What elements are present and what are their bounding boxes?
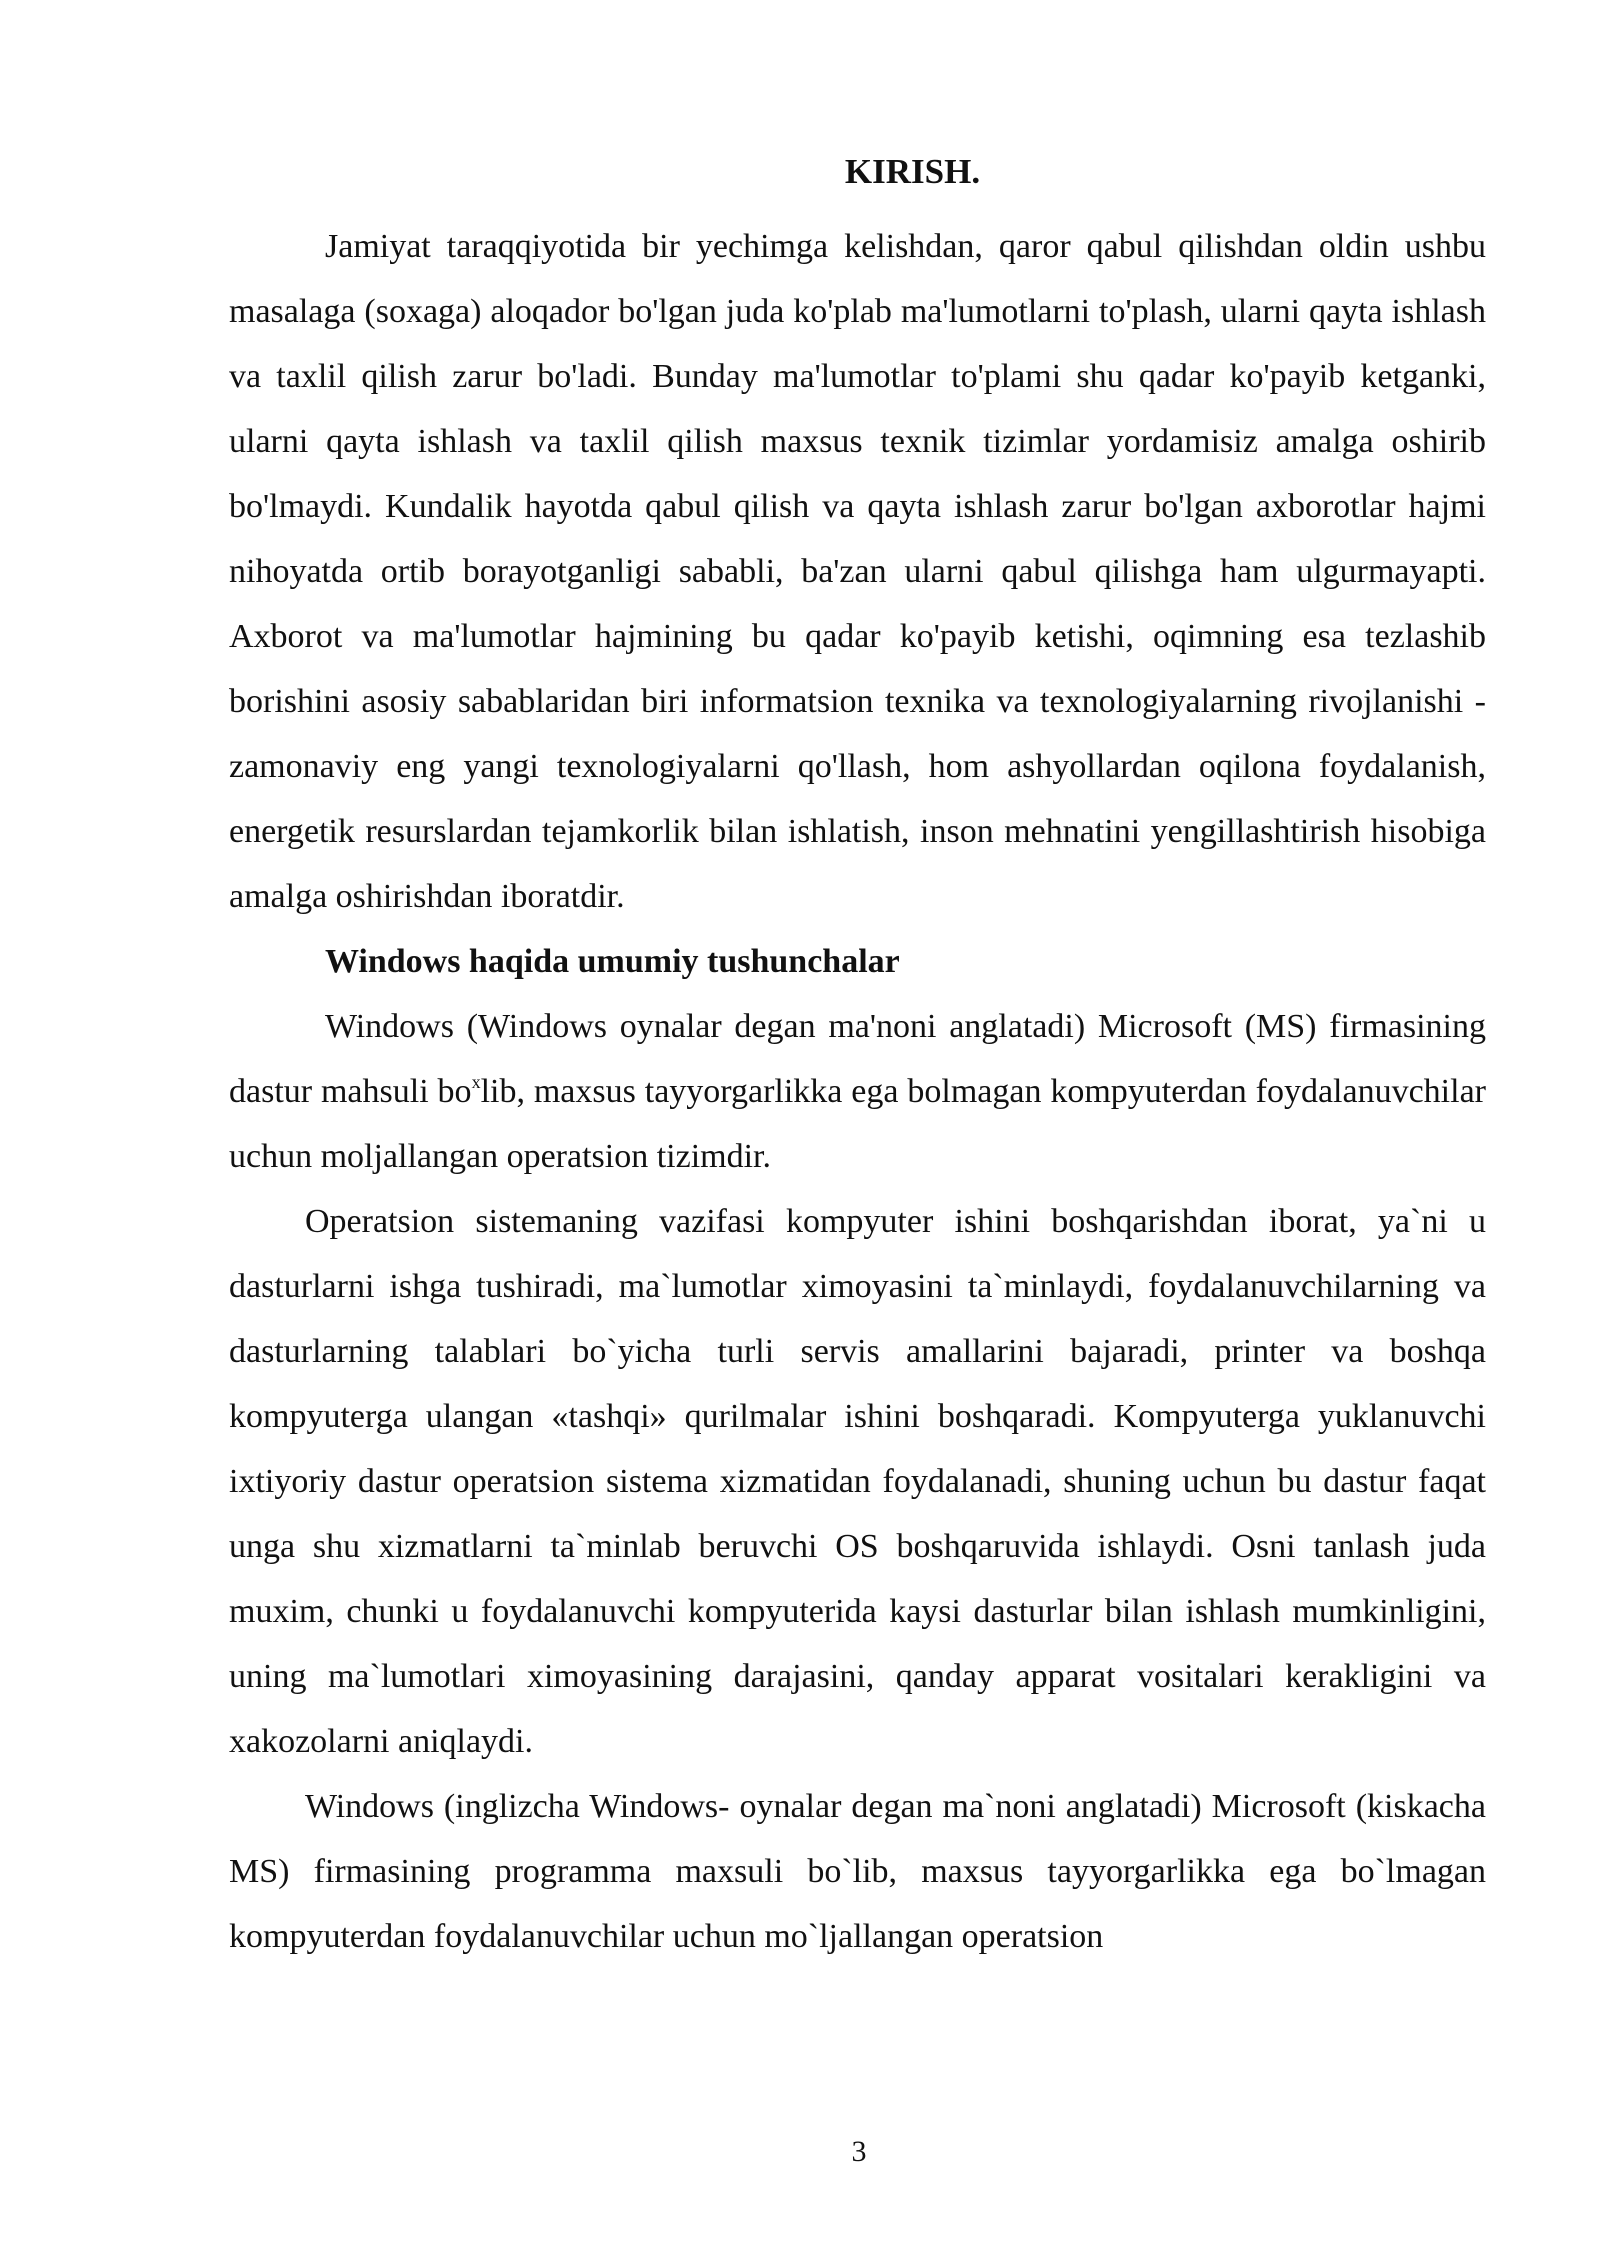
page-title: KIRISH. bbox=[844, 152, 981, 191]
windows-definition-paragraph bbox=[229, 994, 1486, 1189]
windows-definition-text-end: lib, maxsus tayyorgarlikka ega bolmagan kompyuterdan foydalanuvchilar uchun moljallangan operatsion tizimdir. bbox=[229, 1073, 1486, 1175]
windows-english-paragraph: Windows (inglizcha Windows- oynalar degan ma`noni anglatadi) Microsoft (kiskacha MS) firmasining programma maxsuli bo`lib, maxsus tayyorgarlikka ega bo`lmagan kompyuterdan foydalanuvchilar uchun mo`ljallangan operatsion bbox=[229, 1788, 1486, 1955]
document-page bbox=[229, 150, 1486, 1969]
superscript-mark: x bbox=[471, 1072, 481, 1092]
section-heading: Windows haqida umumiy tushunchalar bbox=[325, 943, 900, 980]
windows-definition-text-start: Windows (Windows oynalar degan ma'noni anglatadi) Microsoft (MS) firmasining dastur mahsuli bo bbox=[229, 1008, 1486, 1110]
intro-paragraph: Jamiyat taraqqiyotida bir yechimga kelishdan, qaror qabul qilishdan oldin ushbu masalaga (soxaga) aloqador bo'lgan juda ko'plab ma'lumotlarni to'plash, ularni qayta ishlash va taxlil qilish zarur bo'ladi. Bunday ma'lumotlar to'plami shu qadar ko'payib ketganki, ularni qayta ishlash va taxlil qilish maxsus texnik tizimlar yordamisiz amalga oshirib bo'lmaydi. Kundalik hayotda qabul qilish va qayta ishlash zarur bo'lgan axborotlar hajmi nihoyatda ortib borayotganligi sababli, ba'zan ularni qabul qilishga ham ulgurmayapti. Axborot va ma'lumotlar hajmining bu qadar ko'payib ketishi, oqimning esa tezlashib borishini asosiy sabablaridan biri informatsion texnika va texnologiyalarning rivojlanishi - zamonaviy eng yangi texnologiyalarni qo'llash, hom ashyollardan oqilona foydalanish, energetik resurslardan tejamkorlik bilan ishlatish, inson mehnatini yengillashtirish hisobiga amalga oshirishdan iboratdir. bbox=[229, 228, 1486, 915]
page-number: 3 bbox=[851, 2135, 867, 2168]
os-role-paragraph: Operatsion sistemaning vazifasi kompyuter ishini boshqarishdan iborat, ya`ni u dasturlarni ishga tushiradi, ma`lumotlar ximoyasini ta`minlaydi, foydalanuvchilarning va dasturlarning talablari bo`yicha turli servis amallarini bajaradi, printer va boshqa kompyuterga ulangan «tashqi» qurilmalar ishini boshqaradi. Kompyuterga yuklanuvchi ixtiyoriy dastur operatsion sistema xizmatidan foydalanadi, shuning uchun bu dastur faqat unga shu xizmatlarni ta`minlab beruvchi OS boshqaruvida ishlaydi. Osni tanlash juda muxim, chunki u foydalanuvchi kompyuterida kaysi dasturlar bilan ishlash mumkinligini, uning ma`lumotlari ximoyasining darajasini, qanday apparat vositalari kerakligini va xakozolarni aniqlaydi. bbox=[229, 1203, 1486, 1760]
